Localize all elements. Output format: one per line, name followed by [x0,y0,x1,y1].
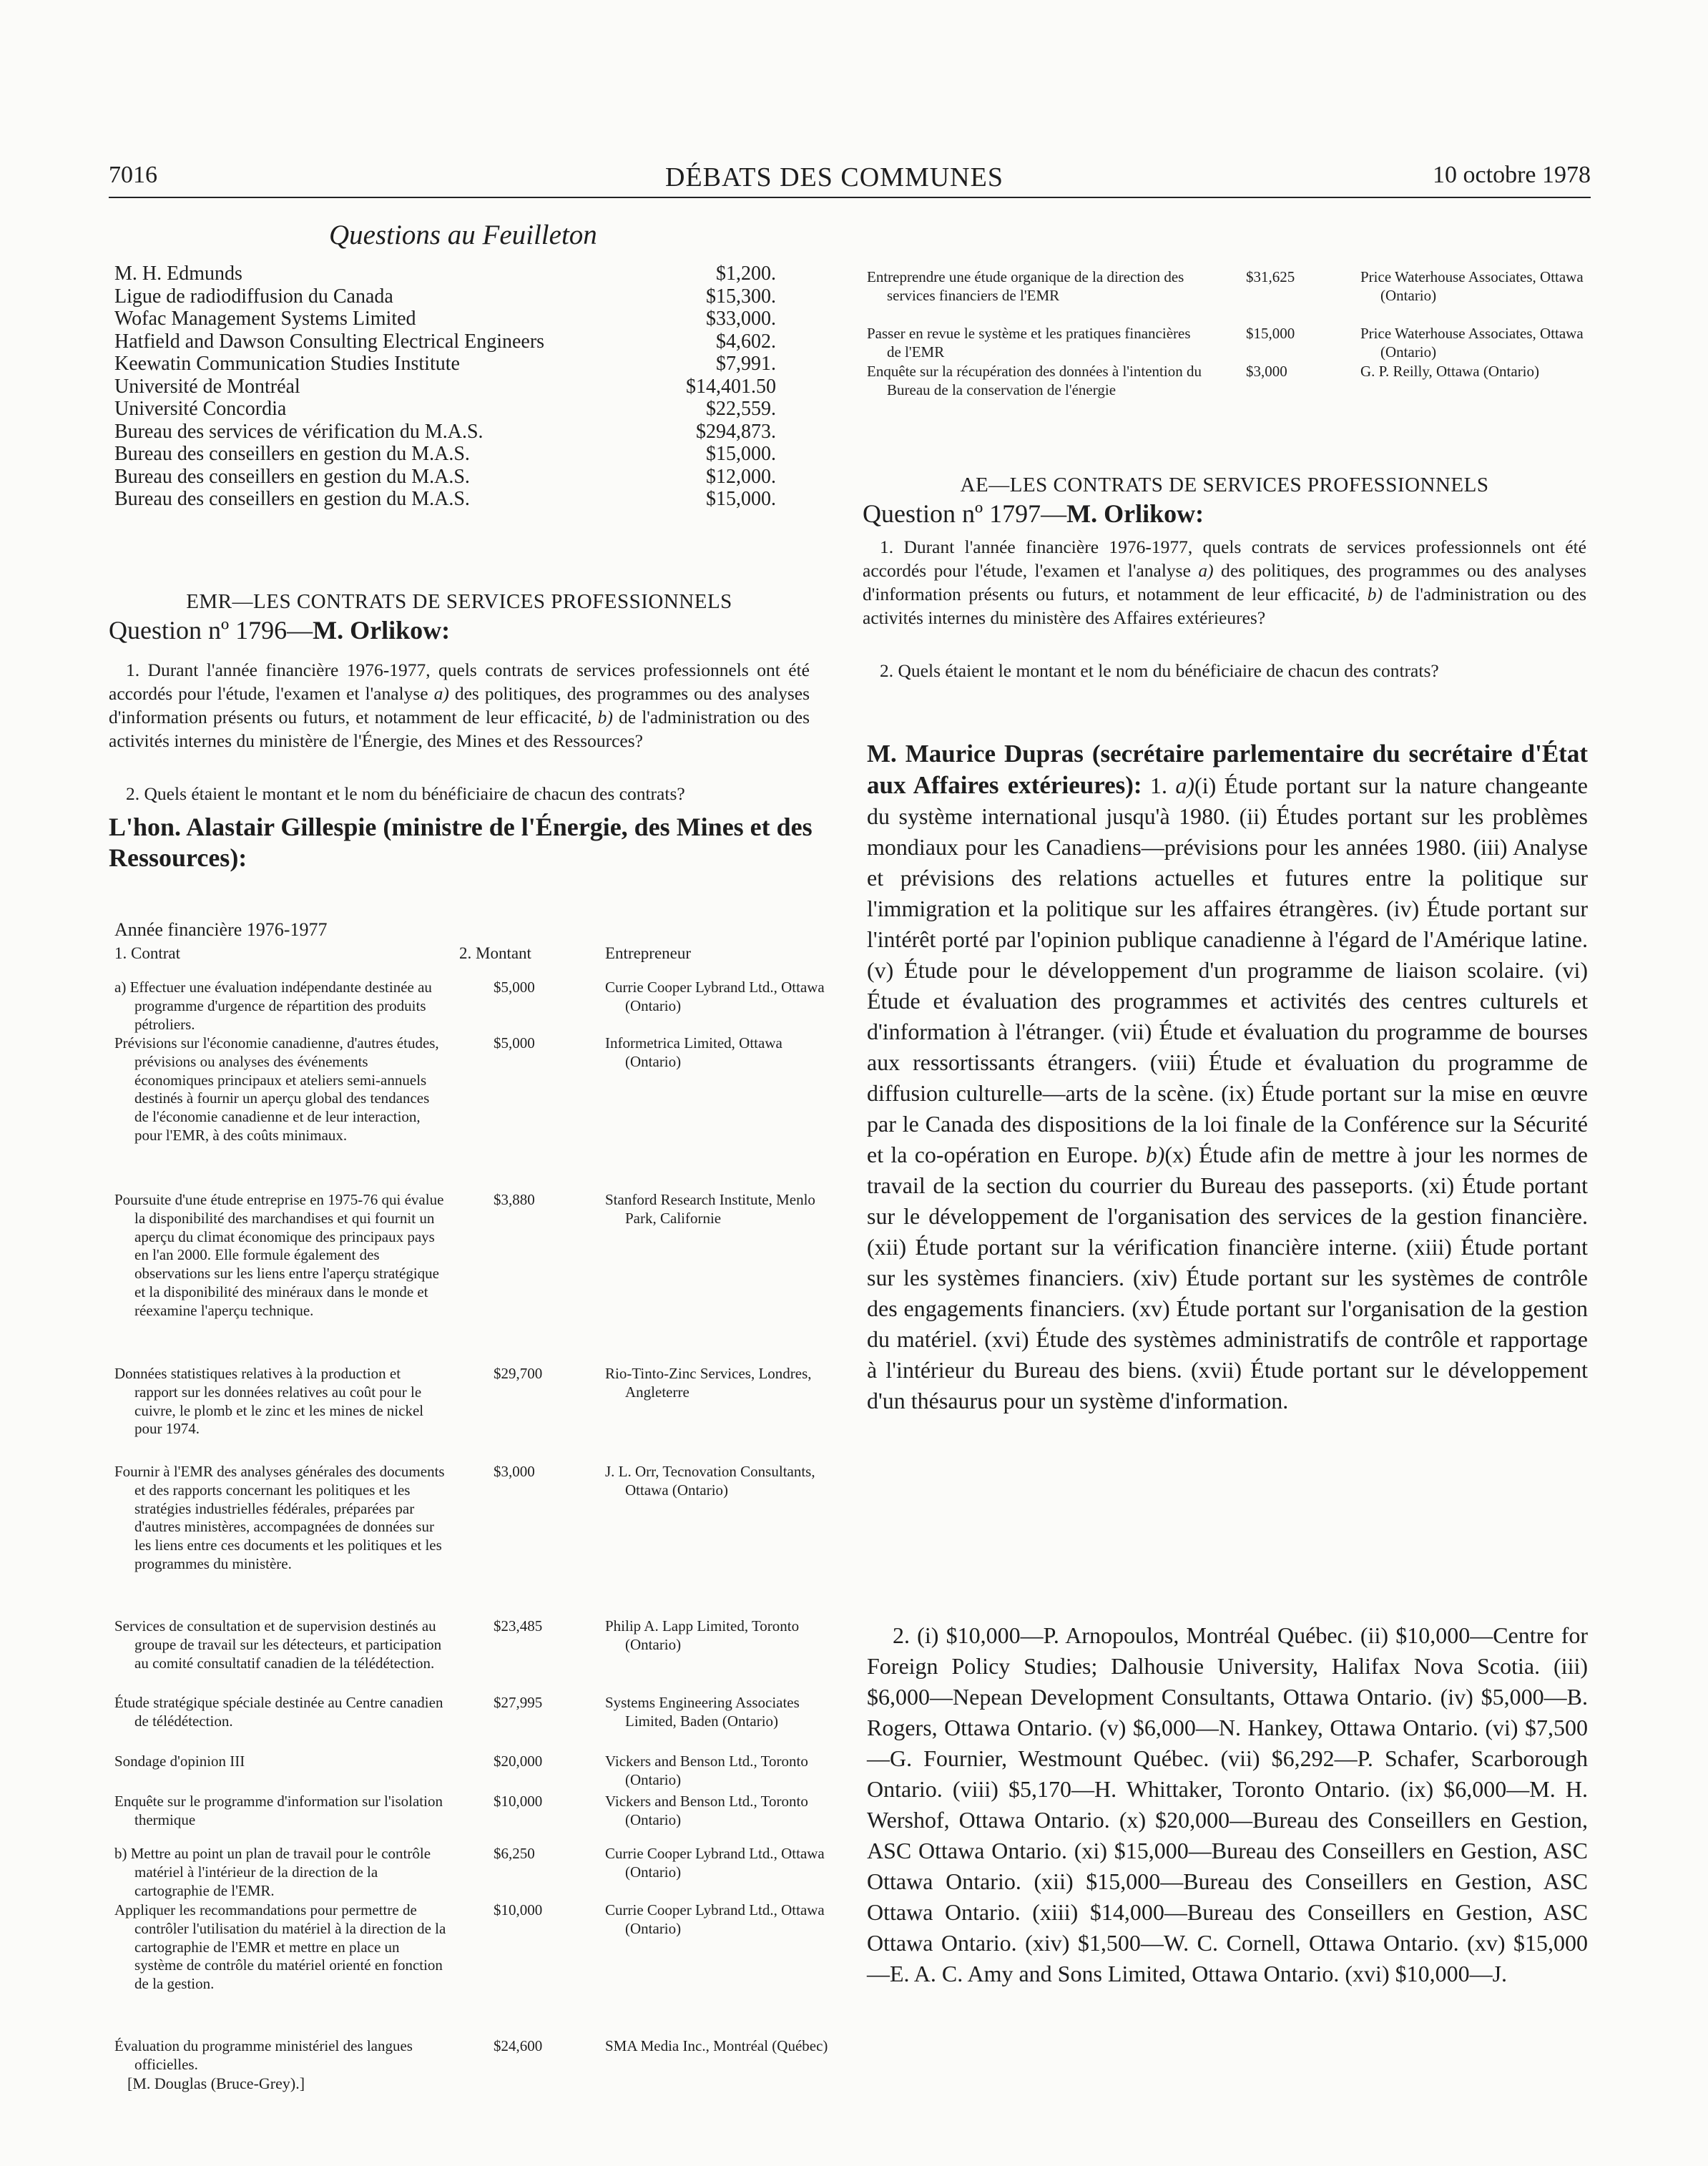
contract-text: Étude stratégique spéciale destinée au Centre canadien de télédétection. [114,1694,443,1730]
contractor-text: Vickers and Benson Ltd., Toronto (Ontario) [605,1793,808,1828]
answer-text: 1. [1142,773,1176,798]
contractor-text: SMA Media Inc., Montréal (Québec) [605,2037,828,2054]
contract-description [114,979,447,1034]
q1-text: des politiques, des programmes ou des analyses d'information présents ou futurs, et notamment de leur efficacité, [863,560,1587,604]
payee-amount: $1,200. [716,263,776,285]
contract-amount: $10,000 [494,1901,543,1918]
answer-text: (x) Étude afin de mettre à jour les normes de travail de la section du courrier du Bureau des passeports. (xi) Étude portant sur le développement de l'organisation des services de la gestion financière. (xii) Étude portant sur la vérification financière interne. (xiii) Étude portant sur les systèmes financiers. (xiv) Étude portant sur les systèmes de contrôle des engagements financiers. (xv) Étude portant sur l'organisation de la gestion du matériel. (xvi) Étude des systèmes administratifs de contrôle et rapportage à l'intérieur du Bureau des biens. (xvii) Étude portant sur le développement d'un thésaurus pour un système d'information. [867,1142,1588,1413]
q1-text: de l'administration ou des activités internes du ministère de l'Énergie, des Mines et des Ressources? [109,707,810,751]
answer-text: (i) Étude portant sur la nature changeante du système international jusqu'à 1980. (ii) Études portant sur les problèmes mondiaux pour les Canadiens—prévisions pour les années 1980. (iii) Analyse et prévisions des relations actuelles et futures entre la politique sur l'immigration et la politique sur les affaires étrangères. (iv) Étude portant sur l'intérêt porté par l'opinion publique canadienne à l'égard de l'Amérique latine. (v) Étude pour le développement d'un programme de liaison scolaire. (vi) Étude et évaluation des programmes et activités des centres culturels et d'information à l'étranger. (vii) Étude et évaluation du programme de bourses aux ressortissants étrangers. (viii) Étude et évaluation du programme de diffusion culturelle—arts de la scène. (ix) Étude portant sur la mise en œuvre par le Canada des dispositions de la loi finale de la Conférence sur la Sécurité et la co-opération en Europe. [867,773,1588,1167]
section-title: Questions au Feuilleton [329,220,597,250]
payee-row [114,330,776,353]
item-marker: a) [1175,773,1195,798]
emr-question-2: 2. Quels étaient le montant et le nom du bénéficiaire de chacun des contrats? [126,783,685,804]
contractor-text: J. L. Orr, Tecnovation Consultants, Ottawa (Ontario) [605,1463,815,1499]
emr-question-1 [109,658,810,753]
payee-row [114,443,776,466]
header-rule [109,197,1591,198]
contract-description [867,363,1203,400]
contractor-text: Currie Cooper Lybrand Ltd., Ottawa (Ontario) [605,979,825,1014]
contract-description [114,1463,447,1574]
contract-amount: $3,000 [1246,363,1287,380]
contract-text: Enquête sur la récupération des données à l'intention du Bureau de la conservation de l'énergie [867,363,1202,398]
contract-amount: $10,000 [494,1793,543,1810]
payee-amount: $294,873. [696,420,776,443]
contractor [605,1845,841,1882]
item-marker: b) [597,707,613,727]
payee-name: Wofac Management Systems Limited [114,308,416,330]
contract-amount: $23,485 [494,1617,543,1635]
contract-text: Poursuite d'une étude entreprise en 1975-76 qui évalue la disponibilité des marchandises et qui fournit un aperçu du climat économique des principaux pays en l'an 2000. Elle formule également des observations sur les liens entre l'aperçu stratégique et la disponibilité des minéraux dans le monde et réexamine l'aperçu technique. [114,1191,444,1319]
contractor-text: Currie Cooper Lybrand Ltd., Ottawa (Ontario) [605,1845,825,1881]
payee-amount: $14,401.50 [686,375,776,398]
q1-text: 1. Durant l'année financière 1976-1977, quels contrats de services professionnels ont été accordés pour l'étude, l'examen et l'analyse [109,660,810,704]
payee-amount: $4,602. [716,330,776,353]
payee-name: Université de Montréal [114,375,300,398]
payee-name: M. H. Edmunds [114,263,242,285]
payee-name: Bureau des conseillers en gestion du M.A.S. [114,488,470,510]
payee-row [114,398,776,421]
payee-amount: $7,991. [716,353,776,375]
contractor [605,2037,841,2056]
ae-question-number [863,499,1204,529]
emr-question-number [109,615,450,645]
payee-name: Bureau des services de vérification du M.A.S. [114,420,484,443]
contract-text: Services de consultation et de supervision destinés au groupe de travail sur les détecteurs, et participation au comité consultatif canadien de la télédétection. [114,1617,442,1672]
contractor-text: Currie Cooper Lybrand Ltd., Ottawa (Ontario) [605,1901,825,1937]
payee-row [114,421,776,444]
contractor-text: Stanford Research Institute, Menlo Park, Californie [605,1191,815,1227]
contractor [605,1034,841,1072]
col-contract-header: 1. Contrat [114,944,180,962]
contract-description [114,1753,447,1771]
contractor-text: Price Waterhouse Associates, Ottawa (Ontario) [1360,268,1584,304]
payee-name: Hatfield and Dawson Consulting Electrical Engineers [114,330,545,353]
issue-date: 10 octobre 1978 [1433,162,1591,188]
contract-description [114,1901,447,1994]
contract-amount: $27,995 [494,1694,543,1711]
contract-text: Sondage d'opinion III [114,1753,245,1770]
payee-name: Ligue de radiodiffusion du Canada [114,285,393,308]
publication-title: DÉBATS DES COMMUNES [665,162,1003,192]
item-marker: b) [1367,584,1383,604]
payee-row [114,263,776,285]
q1-text: des politiques, des programmes ou des analyses d'information présents ou futurs, et notamment de leur efficacité, [109,683,810,727]
contractor-text: Vickers and Benson Ltd., Toronto (Ontario) [605,1753,808,1788]
fiscal-year: Année financière 1976-1977 [114,919,328,940]
emr-heading: EMR—LES CONTRATS DE SERVICES PROFESSIONNELS [186,590,732,613]
contract-text: Enquête sur le programme d'information sur l'isolation thermique [114,1793,443,1828]
payee-name: Keewatin Communication Studies Institute [114,353,460,375]
contract-description [114,1365,447,1439]
payee-row [114,285,776,308]
item-marker: a) [1198,560,1214,581]
contractor [605,1191,841,1228]
payee-name: Bureau des conseillers en gestion du M.A.S. [114,443,470,465]
col-contractor-header: Entrepreneur [605,944,692,962]
speaker-name: M. Maurice Dupras (secrétaire parlementaire du secrétaire d'État aux Affaires extérieures): [867,740,1588,799]
contract-amount: $3,880 [494,1191,535,1208]
answer-part-2: 2. (i) $10,000—P. Arnopoulos, Montréal Québec. (ii) $10,000—Centre for Foreign Policy Studies; Dalhousie University, Halifax Nova Scotia. (iii) $6,000—Nepean Development Consultants, Ottawa Ontario. (iv) $5,000—B. Rogers, Ottawa Ontario. (v) $6,000—N. Hankey, Ottawa Ontario. (vi) $7,500—G. Fournier, Westmount Québec. (vii) $6,292—P. Schafer, Scarborough Ontario. (viii) $5,170—H. Whittaker, Toronto Ontario. (ix) $6,000—M. H. Wershof, Ottawa Ontario. (x) $20,000—Bureau des Conseillers en Gestion, ASC Ottawa Ontario. (xi) $15,000—Bureau des Conseillers en Gestion, ASC Ottawa Ontario. (xii) $15,000—Bureau des Conseillers en Gestion, ASC Ottawa Ontario. (xiii) $14,000—Bureau des Conseillers en Gestion, ASC Ottawa Ontario. (xiv) $1,500—W. C. Cornell, Ottawa Ontario. (xv) $15,000—E. A. C. Amy and Sons Limited, Ottawa Ontario. (xvi) $10,000—J. [867,1622,1588,1986]
q1-text: de l'administration ou des activités internes du ministère des Affaires extérieures? [863,584,1586,628]
contractor-text: Systems Engineering Associates Limited, Baden (Ontario) [605,1694,800,1730]
contract-description [114,2037,447,2074]
contract-amount: $5,000 [494,979,535,996]
contract-text: b) Mettre au point un plan de travail pour le contrôle matériel à l'intérieur de la direction de la cartographie de l'EMR. [114,1845,431,1899]
contractor [605,1901,841,1939]
contract-text: Prévisions sur l'économie canadienne, d'autres études, prévisions ou analyses des événements économiques principaux et ateliers semi-annuels destinés à fournir un aperçu global des tendances de l'économie canadienne et de leur interaction, pour l'EMR, à des coûts minimaux. [114,1034,439,1144]
ae-heading: AE—LES CONTRATS DE SERVICES PROFESSIONNELS [960,474,1489,496]
dupras-answer [867,738,1588,1416]
payee-row [114,376,776,398]
minister-speaker: L'hon. Alastair Gillespie (ministre de l'Énergie, des Mines et des Ressources): [109,813,813,872]
contractor-text: G. P. Reilly, Ottawa (Ontario) [1360,363,1540,380]
question-member: M. Orlikow: [313,616,451,645]
contractor [605,1793,841,1830]
payee-amount: $15,000. [706,443,776,465]
contractor [1360,325,1589,362]
contract-text: Évaluation du programme ministériel des langues officielles. [114,2037,413,2073]
page-number: 7016 [109,162,157,188]
contract-text: Entreprendre une étude organique de la direction des services financiers de l'EMR [867,268,1184,304]
contract-amount: $15,000 [1246,325,1295,342]
question-prefix: Question nº 1797— [863,499,1067,528]
contractor-text: Informetrica Limited, Ottawa (Ontario) [605,1034,782,1070]
item-marker: b) [1145,1142,1165,1167]
contract-text: Appliquer les recommandations pour permettre de contrôler l'utilisation du matériel à la direction de la cartographie de l'EMR et mettre en place un système de contrôle du matériel orienté en fonction de la gestion. [114,1901,446,1993]
payee-amount: $22,559. [706,398,776,420]
contract-description [114,1191,447,1320]
contract-amount: $5,000 [494,1034,535,1052]
contract-text: Passer en revue le système et les pratiques financières de l'EMR [867,325,1191,361]
contractor-text: Philip A. Lapp Limited, Toronto (Ontario) [605,1617,800,1653]
contract-description [867,268,1203,305]
contractor-text: Rio-Tinto-Zinc Services, Londres, Angleterre [605,1365,812,1401]
contract-text: Données statistiques relatives à la production et rapport sur les données relatives au coût pour le cuivre, le plomb et le zinc et les mines de nickel pour 1974. [114,1365,424,1438]
payee-amount: $15,300. [706,285,776,308]
payee-name: Bureau des conseillers en gestion du M.A.S. [114,465,470,488]
question-member: M. Orlikow: [1066,499,1204,528]
contract-description [114,1845,447,1900]
contract-description [114,1694,447,1731]
contractor-text: Price Waterhouse Associates, Ottawa (Ontario) [1360,325,1584,361]
payee-row [114,308,776,330]
contract-description [867,325,1203,362]
col-amount-header: 2. Montant [459,944,531,962]
ae-question-2: 2. Quels étaient le montant et le nom du bénéficiaire de chacun des contrats? [880,660,1439,681]
payee-row [114,466,776,489]
contract-description [114,1034,447,1145]
item-marker: a) [433,683,449,704]
contractor [605,979,841,1016]
contractor [605,1617,841,1655]
contract-amount: $6,250 [494,1845,535,1862]
ae-question-1 [863,535,1586,629]
contractor [605,1365,841,1402]
payee-row [114,488,776,511]
payee-row [114,353,776,376]
contract-description [114,1793,447,1830]
contract-amount: $31,625 [1246,268,1295,285]
q1-text: 1. Durant l'année financière 1976-1977, quels contrats de services professionnels ont été accordés pour l'étude, l'examen et l'analyse [863,536,1586,581]
contract-amount: $29,700 [494,1365,543,1382]
contract-amount: $24,600 [494,2037,543,2054]
contractor [605,1753,841,1790]
contract-text: Fournir à l'EMR des analyses générales des documents et des rapports concernant les politiques et les stratégies industrielles fédérales, préparées par d'autres ministères, accompagnées de données sur les liens entre ces documents et les politiques et les programmes du ministère. [114,1463,445,1572]
contractor [1360,268,1589,305]
payee-name: Université Concordia [114,398,287,420]
contractor [605,1463,841,1500]
payee-amount: $12,000. [706,465,776,488]
payee-list [114,263,776,511]
contract-description [114,1617,447,1672]
contractor [605,1694,841,1731]
contract-text: a) Effectuer une évaluation indépendante destinée au programme d'urgence de répartition des produits pétroliers. [114,979,432,1033]
contract-amount: $3,000 [494,1463,535,1480]
right-contract-table [867,268,1589,418]
question-prefix: Question nº 1796— [109,616,313,645]
contract-amount: $20,000 [494,1753,543,1770]
payee-amount: $15,000. [706,488,776,510]
attribution: [M. Douglas (Bruce-Grey).] [127,2074,305,2092]
contractor [1360,363,1589,381]
payee-amount: $33,000. [706,308,776,330]
